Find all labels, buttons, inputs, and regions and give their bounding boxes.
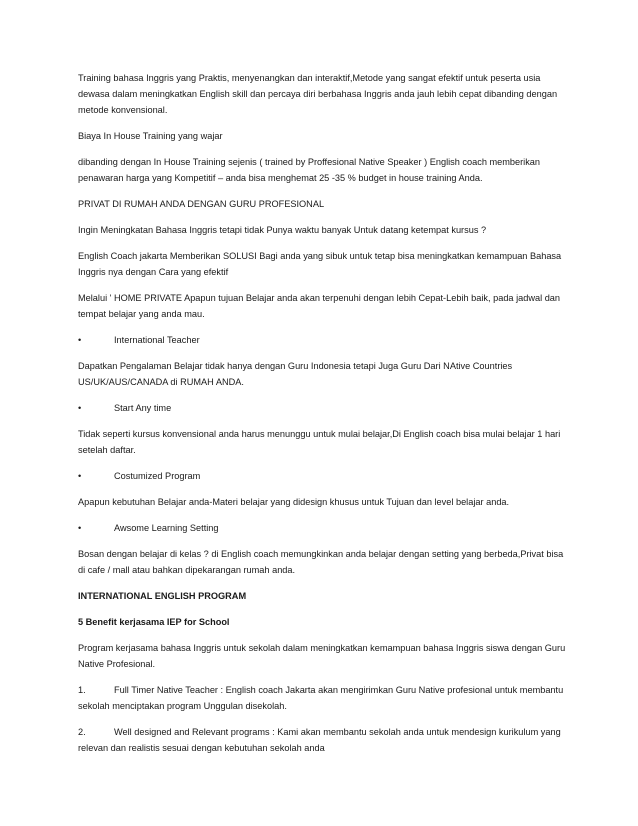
bullet-item-awsome-learning <box>78 520 566 536</box>
bullet-marker: • <box>78 523 82 533</box>
bullet-marker: • <box>78 335 82 345</box>
paragraph-dibanding: dibanding dengan In House Training sejenis ( trained by Proffesional Native Speaker ) English coach memberikan penawaran harga yang Kompetitif – anda bisa menghemat 25 -35 % budget in house training Anda. <box>78 157 541 183</box>
bullet-marker: • <box>78 403 82 413</box>
bullet-marker: • <box>78 471 82 481</box>
bullet-item-start-any-time <box>78 400 566 416</box>
paragraph-apapun: Apapun kebutuhan Belajar anda-Materi belajar yang didesign khusus untuk Tujuan dan level belajar anda. <box>78 497 510 507</box>
bullet-text: International Teacher <box>114 335 200 345</box>
paragraph-bosan: Bosan dengan belajar di kelas ? di English coach memungkinkan anda belajar dengan setting yang berbeda,Privat bisa di cafe / mall atau bahkan dipekarangan rumah anda. <box>78 549 564 575</box>
numbered-item-1 <box>78 682 566 714</box>
paragraph-pengalaman: Dapatkan Pengalaman Belajar tidak hanya dengan Guru Indonesia tetapi Juga Guru Dari NAtive Countries US/UK/AUS/CANADA di RUMAH ANDA. <box>78 361 513 387</box>
paragraph-tidak-seperti: Tidak seperti kursus konvensional anda harus menunggu untuk mulai belajar,Di English coach bisa mulai belajar 1 hari setelah daftar. <box>78 429 561 455</box>
item-text: Well designed and Relevant programs : Kami akan membantu sekolah anda untuk mendesign kurikulum yang relevan dan realistis sesuai dengan kebutuhan sekolah anda <box>78 727 561 753</box>
heading-5-benefit: 5 Benefit kerjasama IEP for School <box>78 617 230 627</box>
paragraph-biaya: Biaya In House Training yang wajar <box>78 131 223 141</box>
numbered-item-2 <box>78 724 566 756</box>
paragraph-intro: Training bahasa Inggris yang Praktis, menyenangkan dan interaktif,Metode yang sangat efektif untuk peserta usia dewasa dalam meningkatkan English skill dan percaya diri berbahasa Inggris anda jauh lebih cepat dibanding dengan metode konvensional. <box>78 73 558 115</box>
item-number: 1. <box>78 685 86 695</box>
bullet-item-international-teacher <box>78 332 566 348</box>
paragraph-home-private: Melalui ' HOME PRIVATE Apapun tujuan Belajar anda akan terpenuhi dengan lebih Cepat-Lebih baik, pada jadwal dan tempat belajar yang anda mau. <box>78 293 561 319</box>
heading-international-english-program: INTERNATIONAL ENGLISH PROGRAM <box>78 591 247 601</box>
paragraph-privat-heading: PRIVAT DI RUMAH ANDA DENGAN GURU PROFESIONAL <box>78 199 325 209</box>
item-number: 2. <box>78 727 86 737</box>
bullet-item-costumized-program <box>78 468 566 484</box>
document-body <box>78 70 566 766</box>
item-text: Full Timer Native Teacher : English coach Jakarta akan mengirimkan Guru Native profesional untuk membantu sekolah menciptakan program Unggulan disekolah. <box>78 685 564 711</box>
paragraph-program-kerjasama: Program kerjasama bahasa Inggris untuk sekolah dalam meningkatkan kemampuan bahasa Inggris siswa dengan Guru Native Profesional. <box>78 643 566 669</box>
paragraph-solusi: English Coach jakarta Memberikan SOLUSI Bagi anda yang sibuk untuk tetap bisa meningkatkan kemampuan Bahasa Inggris nya dengan Cara yang efektif <box>78 251 562 277</box>
paragraph-ingin: Ingin Meningkatan Bahasa Inggris tetapi tidak Punya waktu banyak Untuk datang ketempat kursus ? <box>78 225 487 235</box>
bullet-text: Start Any time <box>114 403 172 413</box>
bullet-text: Awsome Learning Setting <box>114 523 219 533</box>
bullet-text: Costumized Program <box>114 471 201 481</box>
